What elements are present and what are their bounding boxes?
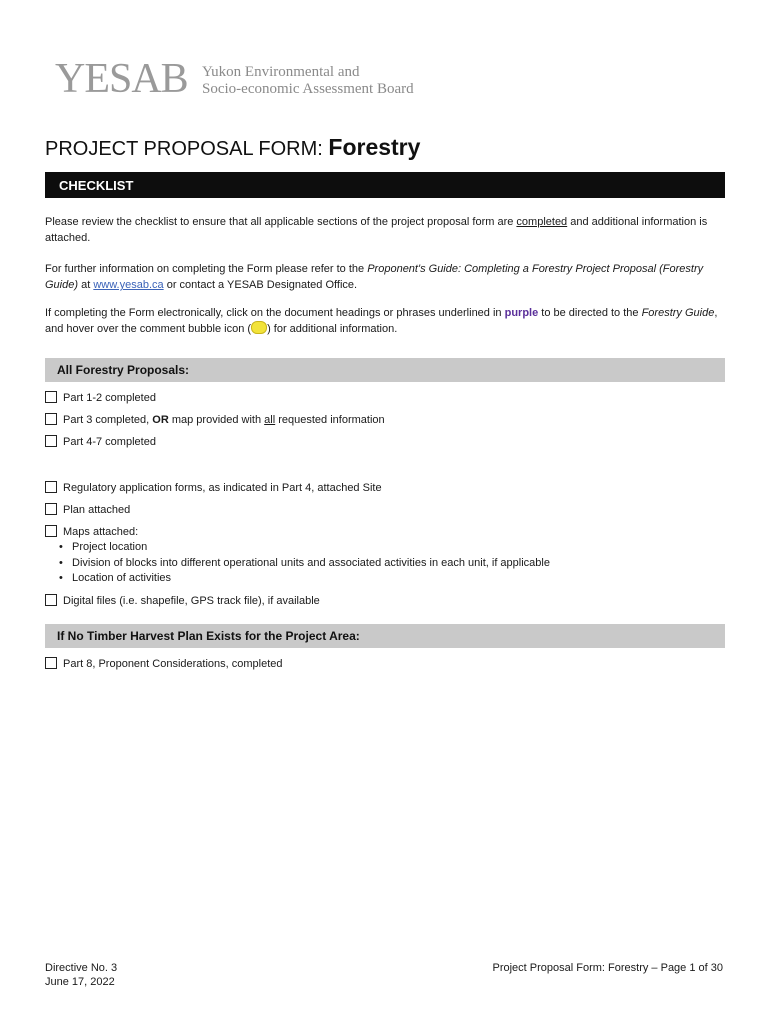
text: and additional information is attached. <box>45 216 708 244</box>
checklist-header <box>45 172 725 198</box>
text-bold: OR <box>152 414 169 426</box>
checkbox[interactable] <box>45 435 57 447</box>
guide-title: Proponent's Guide: Completing a Forestry Project Proposal (Forestry Guide) <box>45 263 704 291</box>
footer-date: June 17, 2022 <box>45 976 115 988</box>
purple-word: purple <box>504 307 539 319</box>
checkbox[interactable] <box>45 503 57 515</box>
checkbox-label: Part 4-7 completed <box>63 436 156 448</box>
text: , and hover over the comment bubble icon ( <box>45 307 718 335</box>
intro-paragraph-2 <box>45 261 725 293</box>
checkbox-label: Part 1-2 completed <box>63 392 156 404</box>
comment-bubble-icon[interactable] <box>251 321 267 334</box>
text: Please review the checklist to ensure that all applicable sections of the project proposal form are <box>45 216 517 228</box>
title-prefix: PROJECT PROPOSAL FORM: <box>45 138 329 160</box>
text: Part 3 completed, <box>63 414 153 426</box>
checkbox[interactable] <box>45 525 57 537</box>
intro-paragraph-3 <box>45 305 725 337</box>
intro-paragraph-1 <box>45 214 725 246</box>
logo-org-name <box>202 64 414 98</box>
bullet-item: • Division of blocks into different operational units and associated activities in each unit, if applicable <box>59 556 550 572</box>
text: ) for additional information. <box>267 323 398 335</box>
checkbox-label <box>63 413 385 427</box>
completed-link[interactable]: completed <box>516 216 568 228</box>
footer-left <box>45 961 117 989</box>
logo-mark: YESAB <box>55 56 188 102</box>
title-emphasis: Forestry <box>328 134 421 160</box>
directive-number: Directive No. 3 <box>45 962 118 974</box>
bullet-item: • Location of activities <box>59 571 550 587</box>
checkbox-label: Digital files (i.e. shapefile, GPS track file), if available <box>63 595 320 607</box>
maps-bullet-list <box>59 540 550 587</box>
org-line-1: Yukon Environmental and <box>202 64 360 80</box>
text: For further information on completing the Form please refer to the <box>45 263 368 275</box>
footer-page-info: Project Proposal Form: Forestry – Page 1 of 30 <box>492 962 723 974</box>
checkbox-label: Plan attached <box>63 504 131 516</box>
checkbox[interactable] <box>45 657 57 669</box>
section-no-timber-plan[interactable] <box>45 624 725 648</box>
section-all-forestry-label: All Forestry Proposals: <box>57 363 190 377</box>
section-no-timber-plan-label: If No Timber Harvest Plan Exists for the Project Area: <box>57 629 360 643</box>
text: If completing the Form electronically, click on the document headings or phrases underlined in <box>45 307 505 319</box>
checkbox-label: Regulatory application forms, as indicated in Part 4, attached Site <box>63 482 382 494</box>
page-title <box>45 134 420 161</box>
section-all-forestry[interactable] <box>45 358 725 382</box>
checkbox-label: Part 8, Proponent Considerations, completed <box>63 658 283 670</box>
org-line-2: Socio-economic Assessment Board <box>202 81 414 97</box>
checklist-header-label: CHECKLIST <box>59 178 134 193</box>
bullet-item: • Project location <box>59 540 550 556</box>
checkbox[interactable] <box>45 594 57 606</box>
checkbox-label: Maps attached: <box>63 526 139 538</box>
text: to be directed to the <box>538 307 642 319</box>
text: or contact a YESAB Designated Office. <box>163 279 358 291</box>
checkbox[interactable] <box>45 481 57 493</box>
checkbox[interactable] <box>45 391 57 403</box>
text: requested information <box>275 414 385 426</box>
checkbox[interactable] <box>45 413 57 425</box>
text: map provided with <box>168 414 265 426</box>
yesab-website-link[interactable]: www.yesab.ca <box>93 279 164 291</box>
text: at <box>78 279 94 291</box>
forestry-guide-ref: Forestry Guide <box>641 307 715 319</box>
all-link[interactable]: all <box>264 414 276 426</box>
